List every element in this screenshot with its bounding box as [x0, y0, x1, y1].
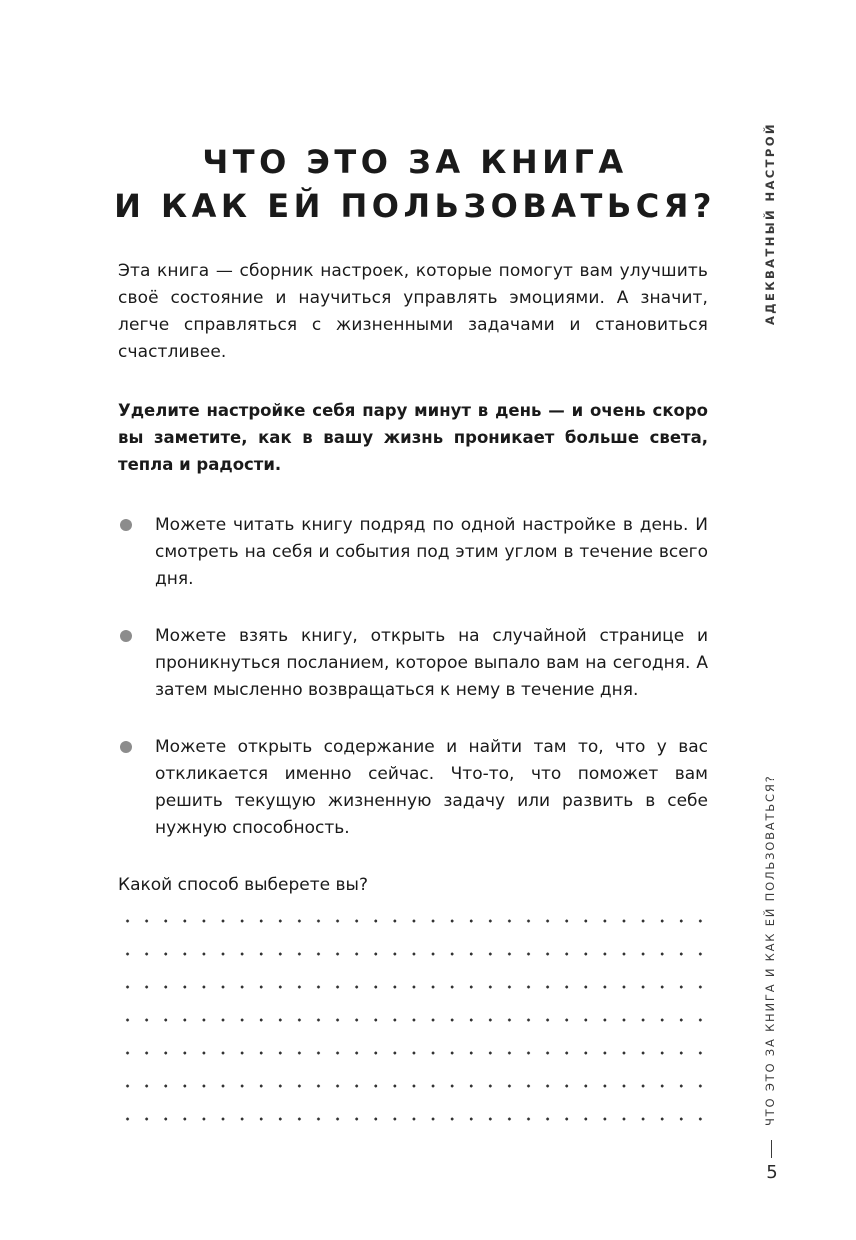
- answer-line: [118, 1083, 712, 1089]
- page-number: 5: [766, 1162, 778, 1183]
- answer-line: [118, 1017, 712, 1023]
- main-text: [118, 258, 708, 899]
- answer-line: [118, 918, 712, 924]
- answer-line: [118, 1050, 712, 1056]
- page-title-line-2: И КАК ЕЙ ПОЛЬЗОВАТЬСЯ?: [114, 187, 716, 225]
- answer-lines: [118, 918, 712, 1149]
- running-head-book-title: АДЕКВАТНЫЙ НАСТРОЙ: [763, 122, 777, 325]
- page-title: [60, 140, 770, 228]
- intro-paragraph: Эта книга — сборник настроек, которые помогут вам улучшить своё состояние и научиться управлять эмоциями. А значит, легче справляться с жизненными задачами и становиться счастливее.: [118, 261, 708, 362]
- answer-line: [118, 984, 712, 990]
- bullet-dot-icon: [120, 630, 132, 642]
- answer-line: [118, 951, 712, 957]
- list-item-text: Можете открыть содержание и найти там то, что у вас откликается именно сейчас. Что-то, что поможет вам решить текущую жизненную задачу или развить в себе нужную способность.: [155, 737, 708, 838]
- list-item: [118, 623, 708, 704]
- list-item: [118, 734, 708, 842]
- running-head-divider: [771, 1140, 772, 1158]
- list-item-text: Можете читать книгу подряд по одной настройке в день. И смотреть на себя и события под этим углом в течение всего дня.: [155, 515, 708, 589]
- list-item-text: Можете взять книгу, открыть на случайной странице и проникнуться посланием, которое выпало вам на сегодня. А затем мысленно возвращаться к нему в течение дня.: [155, 626, 708, 700]
- running-head-section-title: ЧТО ЭТО ЗА КНИГА И КАК ЕЙ ПОЛЬЗОВАТЬСЯ?: [763, 774, 777, 1126]
- list-item: [118, 512, 708, 593]
- question-prompt: Какой способ выберете вы?: [118, 875, 368, 895]
- bullet-dot-icon: [120, 519, 132, 531]
- emphasis-paragraph: Уделите настройке себя пару минут в день — и очень скоро вы заметите, как в вашу жизнь проникает больше света, тепла и радости.: [118, 401, 708, 474]
- running-head-section: [760, 774, 784, 1132]
- bullet-list: [118, 512, 708, 842]
- answer-line: [118, 1116, 712, 1122]
- page-title-line-1: ЧТО ЭТО ЗА КНИГА: [202, 143, 628, 181]
- running-head-book: [760, 122, 784, 328]
- bullet-dot-icon: [120, 741, 132, 753]
